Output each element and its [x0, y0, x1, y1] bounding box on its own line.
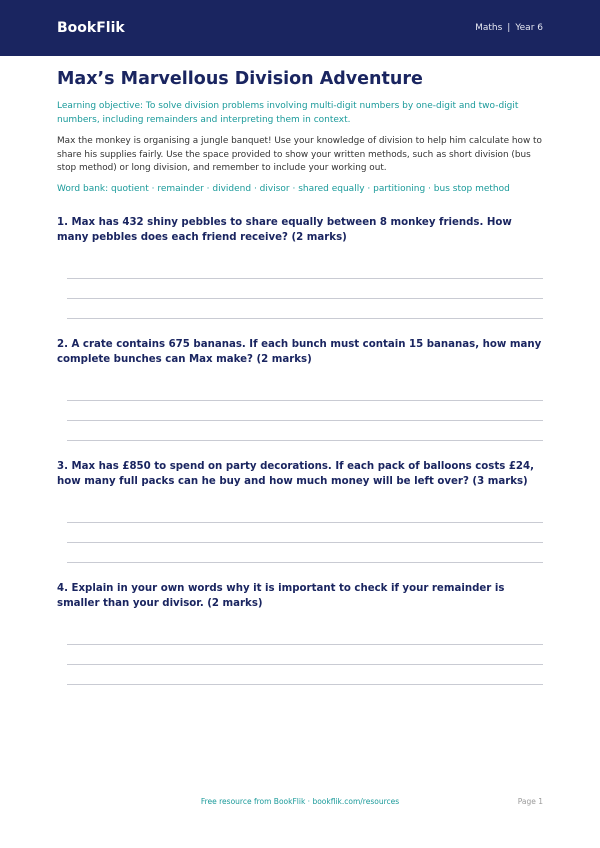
learning-objective: Learning objective: To solve division problems involving multi-digit numbers by one-digit and two-digit numbers, including remainders and interpreting them in context.	[57, 101, 519, 125]
brand-logo[interactable]: BookFlik	[57, 20, 125, 36]
subject-year-label	[475, 23, 543, 33]
answer-line[interactable]	[67, 278, 543, 279]
question-text: 1. Max has 432 shiny pebbles to share equally between 8 monkey friends. How many pebbles does each friend receive? (2 marks)	[57, 217, 512, 243]
answer-line[interactable]	[67, 400, 543, 401]
answer-line[interactable]	[67, 664, 543, 665]
intro-paragraph: Max the monkey is organising a jungle banquet! Use your knowledge of division to help him calculate how to share his supplies fairly. Use the space provided to show your written methods, such as short division (bus stop method) or long division, and remember to include your working out.	[57, 136, 542, 173]
subject-label: Maths	[475, 23, 503, 33]
question-text: 4. Explain in your own words why it is important to check if your remainder is smaller than your divisor. (2 marks)	[57, 583, 505, 609]
answer-line[interactable]	[67, 542, 543, 543]
answer-line[interactable]	[67, 318, 543, 319]
year-label: Year 6	[515, 23, 543, 33]
question-2	[57, 337, 543, 367]
page-footer	[0, 797, 600, 817]
answer-line[interactable]	[67, 420, 543, 421]
page-title: Max’s Marvellous Division Adventure	[57, 69, 423, 89]
question-3	[57, 459, 543, 489]
word-bank: Word bank: quotient · remainder · dividend · divisor · shared equally · partitioning · bus stop method	[57, 183, 510, 194]
question-4	[57, 581, 543, 611]
question-text: 2. A crate contains 675 bananas. If each bunch must contain 15 bananas, how many complete bunches can Max make? (2 marks)	[57, 339, 542, 365]
question-1	[57, 215, 543, 245]
answer-line[interactable]	[67, 440, 543, 441]
footer-resource-link[interactable]: Free resource from BookFlik · bookflik.com/resources	[200, 797, 400, 806]
answer-line[interactable]	[67, 684, 543, 685]
answer-line[interactable]	[67, 644, 543, 645]
answer-line[interactable]	[67, 562, 543, 563]
question-text: 3. Max has £850 to spend on party decorations. If each pack of balloons costs £24, how many full packs can he buy and how much money will be left over? (3 marks)	[57, 461, 534, 487]
answer-line[interactable]	[67, 298, 543, 299]
header-bar	[0, 0, 600, 56]
page-number: Page 1	[517, 797, 543, 806]
worksheet-body	[0, 68, 600, 196]
separator: |	[507, 23, 511, 33]
answer-line[interactable]	[67, 522, 543, 523]
